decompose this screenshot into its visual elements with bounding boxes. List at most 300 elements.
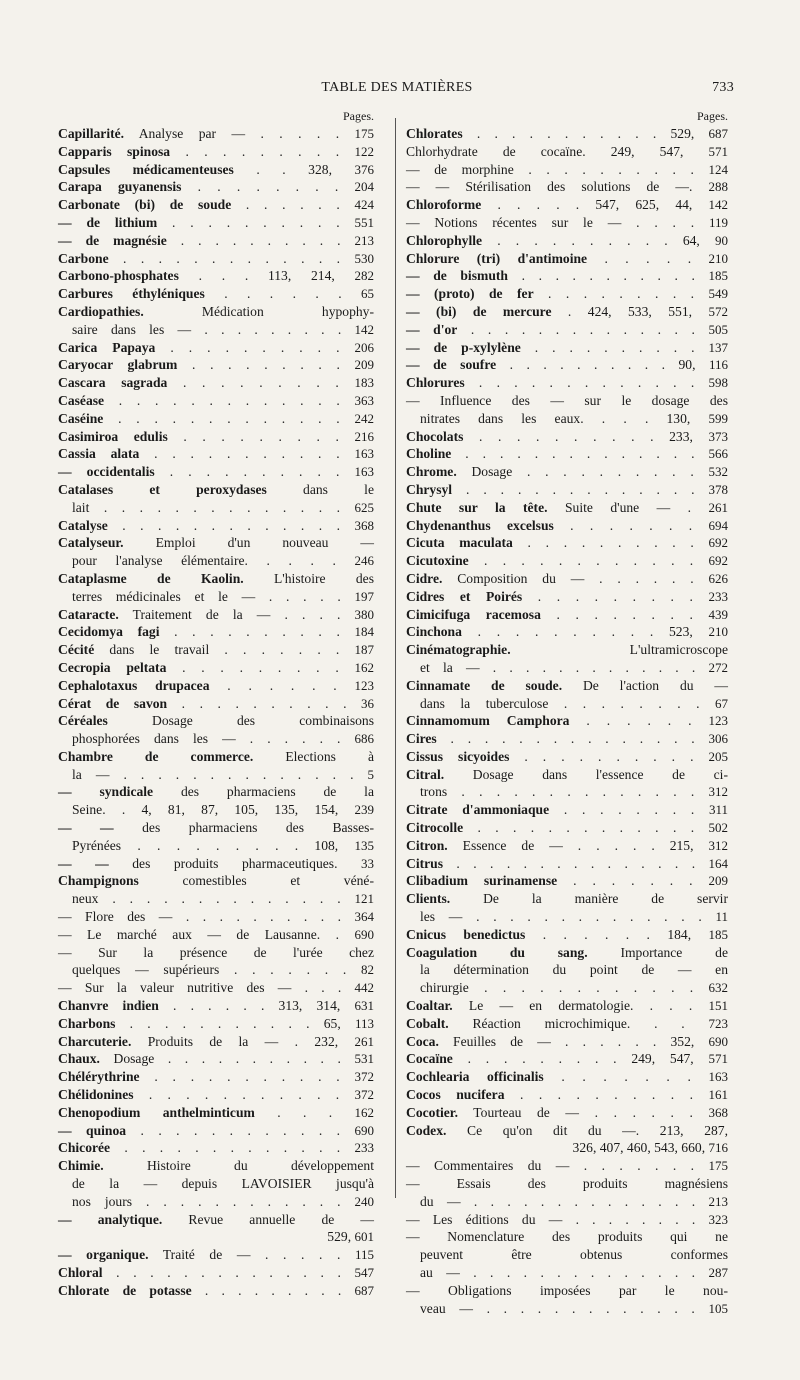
entry-text: . . . . . . . . . [166,659,355,675]
index-entry [58,855,374,873]
index-entry [58,1015,374,1033]
entry-term: — — [58,820,114,836]
entry-text: . . . . . . [231,197,355,213]
index-entry [58,1157,374,1175]
entry-text: . . . . . . . . . . . [507,268,709,284]
entry-page-ref: 162 [354,1104,374,1120]
entry-text: . . . . . . . . . . . [139,1069,355,1085]
index-entry [406,1211,728,1229]
entry-term: — de morphine [406,161,514,177]
index-entry [58,214,374,232]
index-entry [406,1050,728,1068]
entry-term: Chrome. [406,464,457,480]
entry-text: — . . . . . . . [541,1158,709,1174]
entry-text: nutritive des — . . . [173,980,355,996]
entry-text: . . . . . . . . . . . . [126,1122,355,1138]
entry-page-ref: 187 [354,642,374,658]
entry-term: Carica Papaya [58,339,156,355]
entry-page-ref: 288 [708,179,728,195]
entry-page-ref: 690 [354,1122,374,1138]
index-entry [58,428,374,446]
index-entry [406,356,728,374]
index-entry [58,178,374,196]
entry-page-ref: 376 [354,161,375,177]
entry-text: . . . 113, 214, [178,268,335,284]
entry-page-ref: 65 [361,286,374,302]
index-entry [58,801,374,819]
entry-text: Réaction microchimique. . . [448,1015,709,1031]
index-entry [58,232,374,250]
entry-page-ref: 210 [708,624,728,640]
index-entry [58,534,374,552]
index-entry [406,1015,728,1033]
index-entry [406,1033,728,1051]
entry-text: Analyse par — . . . . . [124,126,355,141]
entry-text: des pharmaciens de la [153,784,374,800]
index-entry [406,178,728,196]
entry-text: . . . . . . . . . . [167,695,361,711]
entry-page-ref: 378 [708,481,728,497]
entry-text: . . . . . . . . . . . . . . [452,481,709,497]
running-head [60,80,734,100]
entry-page-ref: 530 [354,250,374,266]
entry-term: Chlorophylle [406,232,483,248]
index-entry [406,232,728,250]
index-entry [406,837,728,855]
entry-page-ref: 197 [354,588,374,604]
entry-text: . . . . . . [569,713,709,729]
entry-text: lait . . . . . . . . . . . . . . [72,499,355,515]
entry-page-ref: 368 [354,517,374,533]
entry-page-ref: 687 [708,126,729,141]
entry-term: Capillarité. [58,126,125,141]
index-entry [406,677,728,695]
index-entry [58,677,374,695]
index-entry [58,374,374,392]
index-entry [406,1264,728,1282]
entry-text: Seine. . 4, 81, 87, 105, 135, 154, [72,802,339,818]
entry-text: Composition du — . . . . . . [442,570,709,586]
entry-text: les — . . . . . . . . . . . . . . [420,909,716,925]
index-entry [58,712,374,730]
entry-text: veau — . . . . . . . . . . . . . [420,1300,709,1316]
entry-text: — . . . . . . . . [535,1211,709,1227]
index-entry [406,712,728,730]
index-entry [406,1246,728,1264]
entry-text: L'histoire des [243,570,374,586]
entry-term: Coagulation du sang. [406,944,588,960]
entry-page-ref: 90 [715,232,728,248]
index-entry [406,606,728,624]
index-entry [58,143,374,161]
index-entry [406,392,728,410]
index-entry [406,214,728,232]
entry-term: Cobalt. [406,1015,449,1031]
entry-text: Revue annuelle de — [162,1211,375,1227]
entry-text: . . . . . . . . . . [155,339,355,355]
index-entry [406,819,728,837]
index-entry [58,872,374,890]
entry-page-ref: 233 [708,588,728,604]
entry-text: . . . . . . . . . . [157,214,355,230]
index-entry [406,961,728,979]
entry-term: — syndicale [58,784,154,800]
entry-term: Cinnamate de soude. [406,677,563,693]
index-entry [58,1246,374,1264]
entry-term: Citrocolle [406,820,464,836]
entry-page-ref: 82 [361,962,374,978]
entry-page-ref: 242 [354,410,374,426]
column-divider [395,118,396,1198]
index-entry [58,659,374,677]
entry-term: Capparis spinosa [58,143,171,159]
entry-term: Cascara sagrada [58,375,168,391]
index-entry [406,143,728,161]
index-entry [58,463,374,481]
entry-text: des solutions de —. [531,179,693,195]
entry-text: du — . . . . . . . . . . . . . . [420,1193,709,1209]
entry-text: . . . . . . . . . . . . . . . [443,855,709,871]
entry-page-ref: 373 [708,428,728,444]
index-entry [406,517,728,535]
entry-page-ref: 161 [708,1087,728,1103]
entry-page-ref: 502 [708,820,728,836]
entry-page-ref: 601 [354,1229,374,1245]
index-entry [58,695,374,713]
entry-text: . . . . . . 313, 314, [158,998,341,1014]
entry-text: Importance de [587,944,728,960]
index-entry [406,766,728,784]
entry-page-ref: 175 [354,126,374,141]
entry-text: Suite d'une — . [547,499,709,515]
entry-page-ref: 549 [708,286,729,302]
index-entry [58,499,374,517]
entry-page-ref: 246 [354,553,374,569]
entry-text: . . . . . . . . . . [159,624,355,640]
entry-text: . . . . . . . . . . . 65, [115,1015,341,1031]
entry-term: — Influence des [406,392,530,408]
entry-text: des produits qui ne [524,1229,728,1245]
entry-text: dans le [266,481,374,497]
entry-term: Citrus [406,855,444,871]
entry-term: — d'or [406,321,458,337]
entry-text: . . . . . [587,250,709,266]
entry-text: . . . . . . . . . . . . . [108,250,355,266]
entry-term: Chanvre indien [58,998,159,1014]
entry-page-ref: 505 [708,321,728,337]
index-entry [406,534,728,552]
entry-page-ref: 363 [354,392,374,408]
entry-term: Chaux. [58,1051,100,1067]
entry-term: — Commentaires du [406,1158,542,1174]
entry-text: . . . . . . . . . . 90, [496,357,696,373]
entry-page-ref: 142 [708,197,728,213]
index-entry [406,1139,728,1157]
index-entry [58,926,374,944]
entry-text: . . 328, [233,161,332,177]
entry-text: . . . . . . . . [540,606,709,622]
index-entry [58,1282,374,1300]
entry-page-ref: 115 [354,1247,374,1263]
pages-column-label: Pages. [697,109,728,123]
entry-page-ref: 690 [708,1033,728,1049]
entry-term: Caséine [58,410,104,426]
index-entry [406,1157,728,1175]
entry-term: Chydenanthus excelsus [406,517,554,533]
entry-term: Champignons [58,873,139,889]
entry-text: . . . . . . [204,286,361,302]
entry-text: Le — en dermatologie. . . . [452,998,709,1014]
entry-text: . . . . . . [209,677,355,693]
entry-text: au — . . . . . . . . . . . . . . [420,1265,709,1280]
entry-text: saire dans les — . . . . . . . . . [72,321,355,337]
entry-text: imposées par le nou- [511,1282,728,1298]
index-entry [406,908,728,926]
entry-text: . . . . . . . . . [177,357,355,373]
entry-term: Coaltar. [406,998,453,1014]
entry-term: — de magnésie [58,232,167,248]
index-entry [58,321,374,339]
entry-term: Chute sur la tête. [406,499,548,515]
index-entry [58,1175,374,1193]
entry-term: — occidentalis [58,464,155,480]
index-entry [406,783,728,801]
entry-page-ref: 36 [361,695,374,711]
entry-text: . . . . . . . . . . . . . [103,410,355,426]
entry-text: . . . . . . . . . . . 529, [462,126,695,141]
index-entry [406,872,728,890]
entry-page-ref: 632 [708,980,728,996]
entry-term: — quinoa [58,1122,127,1138]
entry-page-ref: 142 [354,321,374,337]
index-entry [58,161,374,179]
entry-page-ref: 163 [354,446,374,462]
entry-page-ref: 723 [708,1015,728,1031]
entry-term: Chenopodium anthelminticum [58,1104,255,1120]
entry-term: Chloroforme [406,197,482,213]
entry-term: Capsules médicamenteuses [58,161,234,177]
entry-text: — . . . . . . . . . . [145,909,355,925]
index-entry [406,1086,728,1104]
index-entry [406,1228,728,1246]
index-entry [406,926,728,944]
entry-term: Citron. [406,837,448,853]
entry-term: Chambre de commerce. [58,748,254,764]
entry-page-ref: 272 [708,659,728,675]
entry-page-ref: 631 [354,998,374,1014]
entry-page-ref: 216 [354,428,374,444]
index-entry [406,695,728,713]
entry-page-ref: 368 [708,1104,728,1120]
entry-text: . . . . . . . . . [167,428,355,444]
entry-text: . . . . . . . . . . 523, [461,624,693,640]
entry-text: . . . . . . . . [181,179,355,195]
entry-term: Cissus sicyoides [406,748,510,764]
entry-term: Céréales [58,713,108,729]
entry-text: . . . . . . . . . . . . . . . [436,731,709,747]
entry-page-ref: 151 [708,998,728,1014]
entry-page-ref: 287 [708,1265,728,1280]
entry-page-ref: 261 [708,499,728,515]
entry-text: Dosage dans l'essence de ci- [444,766,728,782]
index-entry [406,374,728,392]
entry-text: . . . . . . . . . . . [139,446,355,462]
index-entry [406,1104,728,1122]
entry-term: Cocos nucifera [406,1087,505,1103]
index-entry [58,1264,374,1282]
index-entry [58,285,374,303]
entry-page-ref: 692 [708,553,728,569]
index-entry [406,730,728,748]
entry-text: phosphorées dans les — . . . . . . [72,731,355,747]
index-entry [406,161,728,179]
entry-term: Chocolats [406,428,464,444]
entry-text: . . . . . . . . . . 64, [482,232,700,248]
entry-page-ref: 282 [354,268,374,284]
right-index-column [406,108,728,1317]
entry-term: — (bi) de mercure [406,303,552,319]
entry-text: Ce qu'on dit du —. 213, 287, [446,1122,728,1138]
entry-term: Clients. [406,891,451,907]
index-entry [58,819,374,837]
entry-text: nos jours . . . . . . . . . . . . [72,1193,355,1209]
entry-text: Dosage . . . . . . . . . . [456,464,709,480]
entry-page-ref: 261 [354,1033,374,1049]
entry-term: Cochlearia officinalis [406,1069,544,1085]
entry-term: Cires [406,731,437,747]
entry-page-ref: 233 [354,1140,374,1156]
index-entry [406,267,728,285]
index-entry [406,339,728,357]
entry-text: . . . . . . . . . . [520,339,709,355]
entry-text: . . . . . . 184, [525,926,692,942]
entry-text: 326, 407, 460, 543, 660, [572,1140,706,1156]
index-entry [406,1175,728,1193]
index-entry [58,837,374,855]
entry-text: . . . . . . . . . . [504,1087,709,1103]
index-entry [406,250,728,268]
entry-term: Carapa guyanensis [58,179,182,195]
entry-page-ref: 547 [354,1265,374,1280]
entry-text: . . . . . . . . . [522,588,709,604]
entry-page-ref: 184 [354,624,375,640]
entry-text: . . . . . . . . . . . . . [464,375,709,391]
index-entry [406,303,728,321]
index-entry [58,356,374,374]
left-index-column [58,108,374,1300]
entry-page-ref: 67 [715,695,728,711]
index-entry [406,588,728,606]
entry-page-ref: 119 [708,214,728,230]
entry-term: Chicorée [58,1140,111,1156]
index-entry [58,783,374,801]
entry-text: peuvent être obtenus conformes [420,1247,728,1263]
entry-page-ref: 209 [354,357,375,373]
entry-term: Codex. [406,1122,447,1138]
entry-page-ref: 5 [367,766,374,782]
entry-text: . . . . . . . . . . [509,748,709,764]
index-entry [406,570,728,588]
index-entry [58,410,374,428]
entry-term: Casimiroa edulis [58,428,168,444]
entry-text: . . . . . . . . . . [166,232,355,248]
index-entry [406,641,728,659]
entry-text: et la — . . . . . . . . . . . . . [420,659,709,675]
index-entry [58,552,374,570]
entry-page-ref: 113 [354,1015,374,1031]
entry-page-ref: 532 [708,464,728,480]
index-entry [406,125,728,143]
entry-term: — analytique. [58,1211,163,1227]
entry-page-ref: 306 [708,731,728,747]
entry-text: Emploi d'un nouveau — [123,535,374,551]
index-entry [406,1122,728,1140]
entry-page-ref: 162 [354,659,374,675]
entry-text: . . . . . . . . . [170,143,355,159]
entry-term: Chlorure (tri) d'antimoine [406,250,588,266]
entry-text: . . . . . . . . [549,802,709,818]
entry-page-ref: 137 [708,339,728,355]
index-entry [58,623,374,641]
entry-term: Catalyseur. [58,535,124,551]
entry-text: . . . . . . . [543,1069,709,1085]
entry-text: dans la tuberculose . . . . . . . . [420,695,715,711]
entry-term: Coca. [406,1033,439,1049]
entry-term: Catalyse [58,517,108,533]
entry-page-ref: 571 [708,143,728,159]
entry-page-ref: 123 [354,677,374,693]
index-entry [406,748,728,766]
index-entry [406,481,728,499]
entry-term: Cicutoxine [406,553,469,569]
entry-page-ref: 33 [361,855,374,871]
entry-term: Chimie. [58,1158,104,1174]
entry-term: Choline [406,446,452,462]
entry-page-ref: 686 [354,731,374,747]
entry-term: Cecropia peltata [58,659,167,675]
index-entry [58,1086,374,1104]
entry-page-ref: 185 [708,268,728,284]
entry-page-ref: 372 [354,1069,374,1085]
index-entry [406,659,728,677]
entry-page-ref: 690 [354,926,374,942]
entry-term: Cinnamomum Camphora [406,713,570,729]
entry-page-ref: 239 [354,802,374,818]
entry-page-ref: 213 [708,1193,728,1209]
entry-text: de la — depuis LAVOISIER jusqu'à [72,1176,374,1192]
entry-text: chirurgie . . . . . . . . . . . . [420,980,709,996]
entry-page-ref: 185 [708,926,728,942]
entry-text: neux . . . . . . . . . . . . . . [72,891,355,907]
entry-text: terres médicinales et le — . . . . . [72,588,355,604]
entry-text: De l'action du — [562,677,728,693]
entry-page-ref: 123 [708,713,728,729]
entry-text: Elections à [253,748,374,764]
index-entry [58,125,374,143]
entry-page-ref: 323 [708,1211,729,1227]
entry-text: Traité de — . . . . . [148,1247,355,1263]
entry-term: Chlorates [406,126,463,141]
entry-page-ref: 312 [708,837,728,853]
entry-term: — Le marché aux [58,926,192,942]
index-entry [58,1050,374,1068]
index-entry [406,890,728,908]
entry-page-ref: 626 [708,570,728,586]
index-entry [58,641,374,659]
entry-term: — de p-xylylène [406,339,521,355]
index-entry [406,1068,728,1086]
entry-page-ref: 205 [708,748,728,764]
